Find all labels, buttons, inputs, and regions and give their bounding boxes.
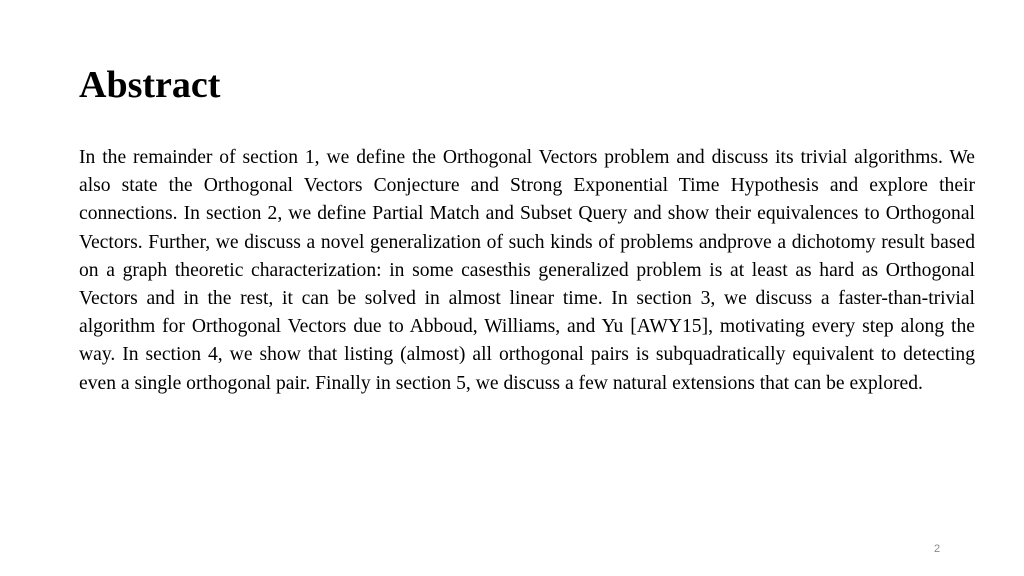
abstract-body: In the remainder of section 1, we define the Orthogonal Vectors problem and discuss its trivial algorithms. We also state the Orthogonal Vectors Conjecture and Strong Exponential Time Hypothesis and explore their connections. In section 2, we define Partial Match and Subset Query and show their equivalences to Orthogonal Vectors. Further, we discuss a novel generalization of such kinds of problems andprove a dichotomy result based on a graph theoretic characterization: in some casesthis generalized problem is at least as hard as Orthogonal Vectors and in the rest, it can be solved in almost linear time. In section 3, we discuss a faster-than-trivial algorithm for Orthogonal Vectors due to Abboud, Williams, and Yu [AWY15], motivating every step along the way. In section 4, we show that listing (almost) all orthogonal pairs is subquadratically equivalent to detecting even a single orthogonal pair. Finally in section 5, we discuss a few natural extensions that can be explored. — [79, 147, 975, 394]
slide-title: Abstract — [79, 64, 221, 106]
page-number: 2 — [934, 543, 941, 555]
